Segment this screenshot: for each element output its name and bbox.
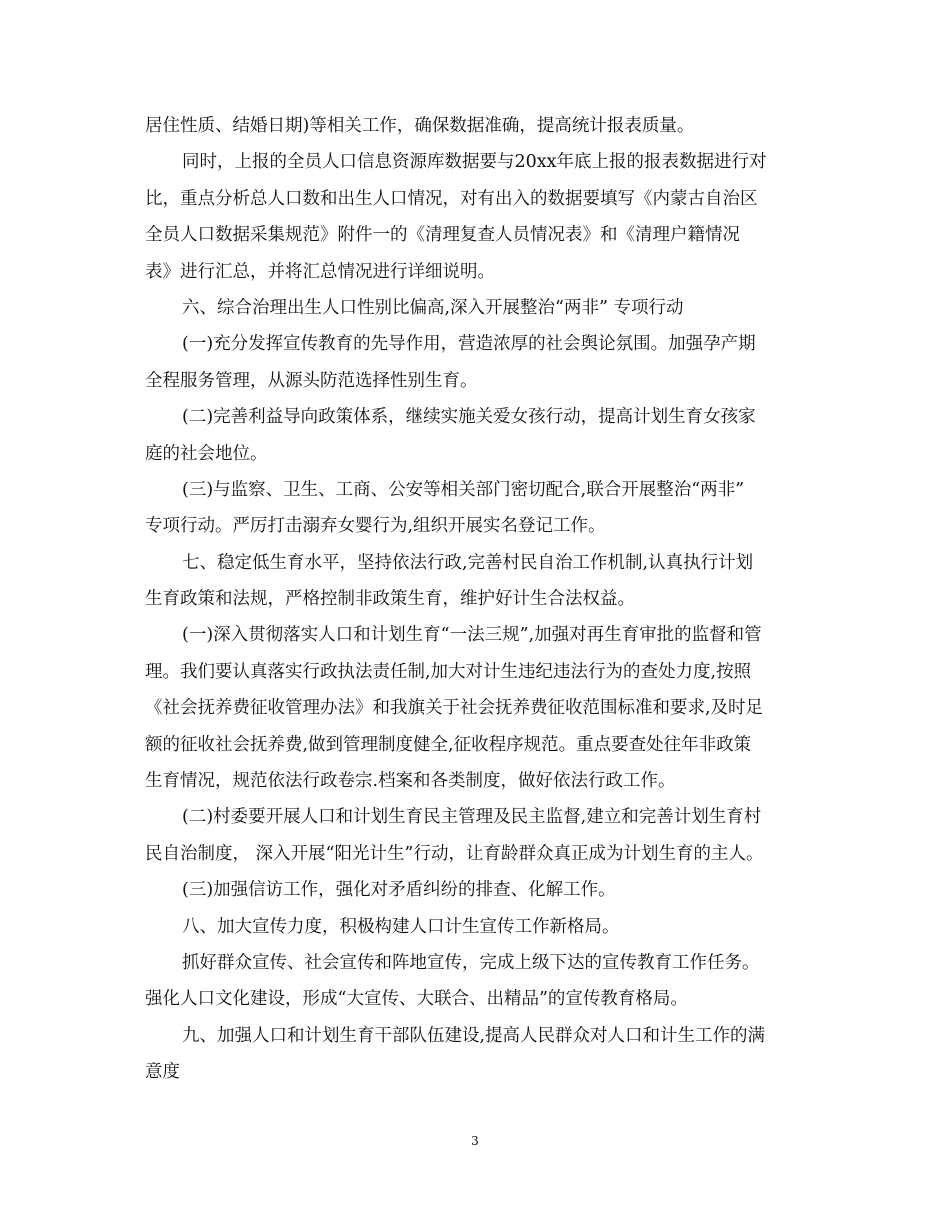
section-heading-9: 九、加强人口和计划生育干部队伍建设,提高人民群众对人口和计生工作的满	[182, 1025, 766, 1046]
section-heading-7: 七、稳定低生育水平，坚持依法行政,完善村民自治工作机制,认真执行计划	[182, 552, 754, 573]
text-line: 理。我们要认真落实行政执法责任制,加大对计生违纪违法行为的查处力度,按照	[145, 661, 752, 682]
text-line: 居住性质、结婚日期)等相关工作，确保数据准确，提高统计报表质量。	[145, 116, 695, 136]
text-line: 意度	[145, 1062, 180, 1083]
text-line: 全程服务管理，从源头防范选择性别生育。	[145, 370, 478, 391]
text-line: (三)加强信访工作，强化对矛盾纠纷的排查、化解工作。	[182, 880, 616, 901]
text-line: (二)完善利益导向政策体系，继续实施关爱女孩行动，提高计划生育女孩家	[182, 407, 756, 428]
section-heading-6: 六、综合治理出生人口性别比偏高,深入开展整治“两非” 专项行动	[182, 297, 684, 318]
text-line: 表》进行汇总，并将汇总情况进行详细说明。	[145, 261, 495, 282]
text-line: 生育情况，规范依法行政卷宗.档案和各类制度，做好依法行政工作。	[145, 771, 676, 792]
text-line: 民自治制度， 深入开展“阳光计生”行动，让育龄群众真正成为计划生育的主人。	[145, 843, 764, 864]
text-line: (二)村委要开展人口和计划生育民主管理及民主监督,建立和完善计划生育村	[182, 807, 762, 828]
text-line: (一)深入贯彻落实人口和计划生育“一法三规”,加强对再生育审批的监督和管	[182, 625, 762, 646]
text-line: 庭的社会地位。	[145, 443, 268, 464]
document-body	[145, 108, 810, 1091]
text-line: 全员人口数据采集规范》附件一的《清理复查人员情况表》和《清理户籍情况	[145, 225, 740, 246]
text-line: 专项行动。严厉打击溺弃女婴行为,组织开展实名登记工作。	[145, 516, 606, 537]
text-line: 同时，上报的全员人口信息资源库数据要与20xx年底上报的报表数据进行对	[182, 152, 767, 173]
text-line: (一)充分发挥宣传教育的先导作用，营造浓厚的社会舆论氛围。加强孕产期	[182, 334, 756, 355]
text-line: 比，重点分析总人口数和出生人口情况，对有出入的数据要填写《内蒙古自治区	[145, 188, 758, 209]
text-line: 《社会抚养费征收管理办法》和我旗关于社会抚养费征收范围标准和要求,及时足	[145, 698, 764, 719]
text-line: 额的征收社会抚养费,做到管理制度健全,征收程序规范。重点要查处往年非政策	[145, 734, 752, 755]
text-line: 抓好群众宣传、社会宣传和阵地宣传，完成上级下达的宣传教育工作任务。	[182, 952, 760, 973]
text-line: (三)与监察、卫生、工商、公安等相关部门密切配合,联合开展整治“两非”	[182, 479, 745, 500]
page-number: 3	[471, 1134, 479, 1148]
text-line: 生育政策和法规，严格控制非政策生育，维护好计生合法权益。	[145, 589, 635, 610]
section-heading-8: 八、加大宣传力度，积极构建人口计生宣传工作新格局。	[182, 916, 620, 937]
text-line: 强化人口文化建设，形成“大宣传、大联合、出精品”的宣传教育格局。	[145, 989, 688, 1010]
